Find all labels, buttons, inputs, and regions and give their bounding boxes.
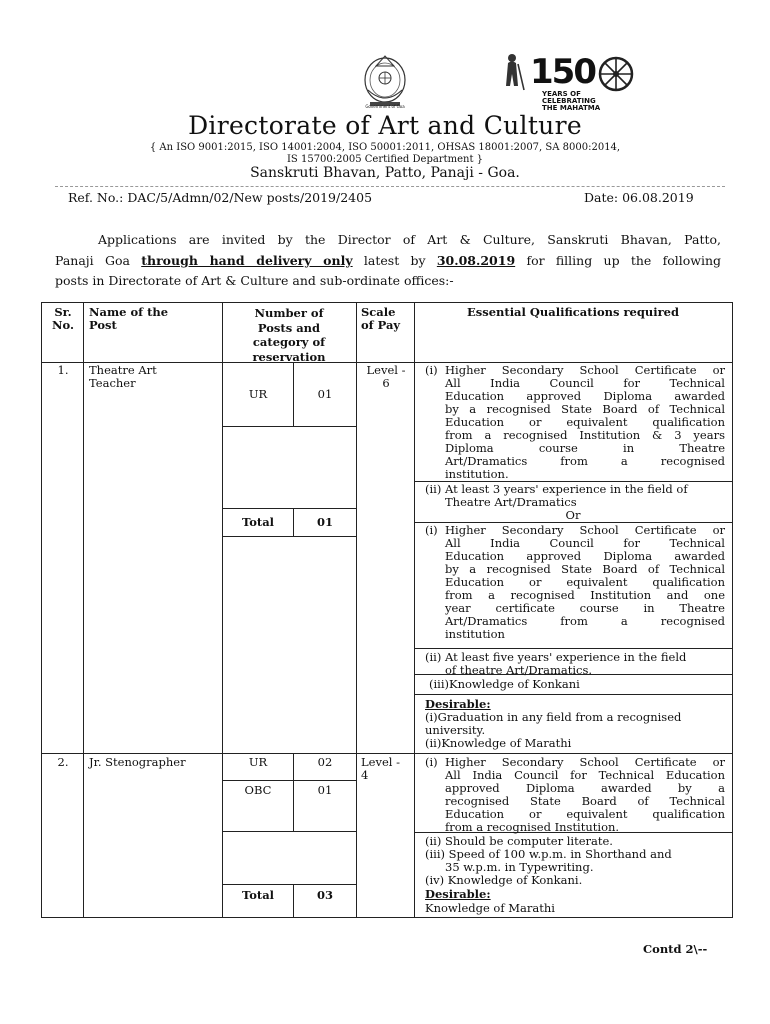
col-border [41, 302, 42, 918]
col-border [83, 302, 84, 918]
row1-count: 01 [317, 387, 333, 401]
posts-table [41, 302, 733, 918]
header-post: Name of the Post [89, 305, 169, 332]
row2-category-obc: OBC [244, 783, 272, 797]
delivery-mode: through hand delivery only [141, 252, 353, 268]
col-border [414, 302, 415, 918]
cell-border [222, 831, 356, 832]
row2-scale: Level - 4 [361, 755, 400, 782]
row1-q3: Higher Secondary School Certificate or All India Council for Technical Education approved Diploma awarded by a recognised State Board of Technical Education or equivalent qualification from a recognised Institution and one year certificate course in Theatre Art/Dramatics from a recognised institution [445, 523, 725, 641]
col-border [222, 302, 223, 918]
row1-q4: At least five years' experience in the field of theatre Art/Dramatics. [445, 650, 687, 677]
row1-q2-num: (ii) [425, 482, 442, 496]
row2-post: Jr. Stenographer [89, 755, 186, 769]
row2-q1: Higher Secondary School Certificate or All India Council for Technical Education approved Diploma awarded by a recognised State Board of Technical Education or equivalent qualification from a recognised Institution. [445, 755, 725, 834]
continued-note: Contd 2\-- [643, 942, 708, 956]
last-date: 30.08.2019 [436, 252, 516, 268]
row1-q3-num: (i) [425, 523, 438, 537]
row2-q4: (iv) Knowledge of Konkani. [425, 873, 583, 887]
row2-q1-num: (i) [425, 755, 438, 769]
office-address: Sanskruti Bhavan, Patto, Panaji - Goa. [250, 165, 520, 181]
intro-paragraph [55, 230, 721, 292]
row1-desirable: (i)Graduation in any field from a recognised university. (ii)Knowledge of Marathi [425, 710, 682, 750]
cell-border [222, 536, 356, 537]
logo-line2: CELEBRATING [542, 97, 596, 105]
row1-total-label: Total [241, 515, 275, 529]
row2-desirable-label: Desirable: [425, 887, 491, 901]
cell-border [293, 508, 294, 537]
row1-q4-num: (ii) [425, 650, 442, 664]
row1-sr: 1. [57, 363, 69, 377]
header-number-of-posts: Number of Posts and category of reservation [252, 306, 326, 364]
row2-total: 03 [316, 888, 333, 902]
intro-line2: Panaji Goa through hand delivery only latest by 30.08.2019 for filling up the following [55, 252, 722, 268]
header-scale-of-pay: Scale of Pay [361, 305, 401, 332]
iso-certification-line2: IS 15700:2005 Certified Department } [286, 154, 484, 165]
intro-line3: posts in Directorate of Art & Culture and sub-ordinate offices:- [55, 273, 454, 288]
row1-q5: (iii)Knowledge of Konkani [429, 677, 580, 691]
emblem-caption: Government of Goa [365, 104, 405, 109]
row1-q2: At least 3 years' experience in the field of Theatre Art/Dramatics [445, 482, 688, 509]
directorate-title: Directorate of Art and Culture [188, 111, 582, 140]
cell-border [222, 508, 356, 509]
row2-q3: (iii) Speed of 100 w.p.m. in Shorthand and 35 w.p.m. in Typewriting. [425, 847, 672, 874]
row1-post: Theatre Art Teacher [89, 363, 157, 390]
row1-category: UR [248, 387, 268, 401]
logo-line1: YEARS OF [542, 90, 581, 98]
row2-sr: 2. [57, 755, 69, 769]
cell-border [293, 753, 294, 832]
row1-scale: Level - 6 [366, 363, 406, 390]
iso-certification-line1: { An ISO 9001:2015, ISO 14001:2004, ISO 50001:2011, OHSAS 18001:2007, SA 8000:2014, [149, 142, 621, 153]
row2-q2: (ii) Should be computer literate. [425, 834, 613, 848]
logo-number: 150 [530, 52, 595, 92]
col-border [732, 302, 733, 918]
row1-or: Or [565, 508, 581, 522]
goa-emblem-icon [356, 50, 414, 112]
row2-count-ur: 02 [317, 755, 333, 769]
cell-border [222, 780, 356, 781]
logo-line3: THE MAHATMA [542, 104, 601, 112]
row2-category-ur: UR [248, 755, 268, 769]
cell-border [414, 648, 732, 649]
row2-count-obc: 01 [317, 783, 333, 797]
cell-border [293, 884, 294, 918]
table-bottom-border [41, 917, 733, 918]
row1-desirable-label: Desirable: [425, 697, 491, 711]
header-qualifications: Essential Qualifications required [466, 305, 680, 319]
col-border [356, 302, 357, 918]
row1-q1-num: (i) [425, 363, 438, 377]
cell-border [414, 694, 732, 695]
mahatma-150-logo [498, 46, 648, 116]
row2-total-label: Total [241, 888, 275, 902]
row1-total: 01 [316, 515, 333, 529]
row2-desirable: Knowledge of Marathi [425, 901, 555, 915]
row-separator [41, 753, 733, 754]
reference-number: Ref. No.: DAC/5/Admn/02/New posts/2019/2405 [68, 190, 373, 205]
cell-border [222, 426, 356, 427]
header-sr: Sr. No. [52, 305, 74, 332]
cell-border [222, 884, 356, 885]
row1-q1: Higher Secondary School Certificate or All India Council for Technical Education approved Diploma awarded by a recognised State Board of Technical Education or equivalent qualification from a recognised Institution & 3 years Diploma course in Theatre Art/Dramatics from a recognised institution. [445, 363, 725, 481]
cell-border [293, 362, 294, 427]
intro-line1: Applications are invited by the Director of Art & Culture, Sanskruti Bhavan, Patto, [98, 232, 721, 247]
letter-date: Date: 06.08.2019 [584, 190, 694, 205]
table-top-border [41, 302, 733, 303]
header-divider [55, 186, 725, 187]
